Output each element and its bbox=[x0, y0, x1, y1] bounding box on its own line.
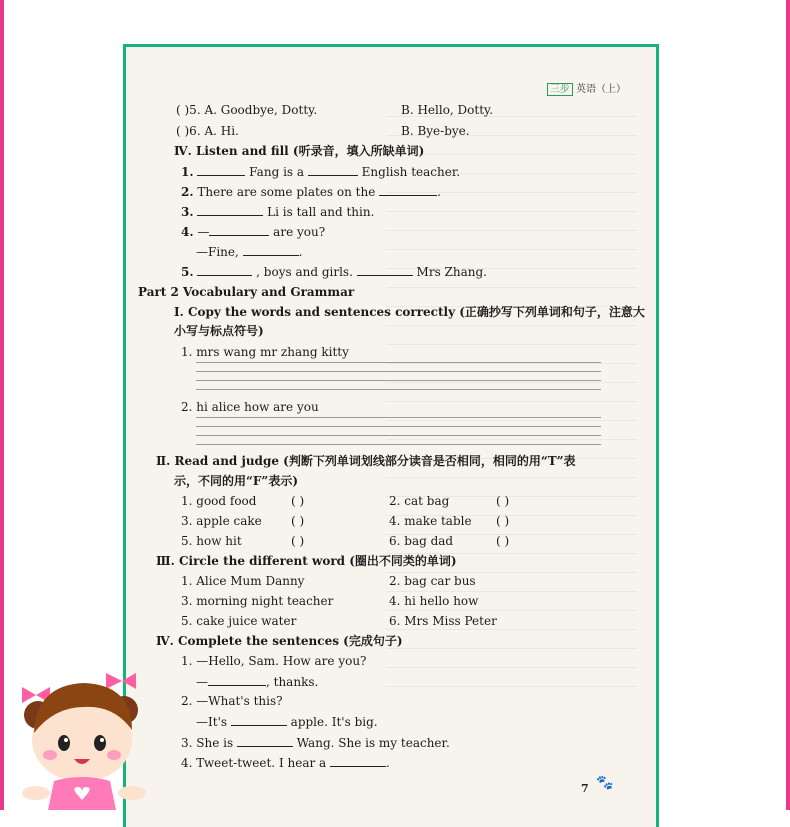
answer-blank[interactable] bbox=[308, 163, 358, 176]
answer-blank[interactable] bbox=[197, 163, 245, 176]
copy-item-1: 1. mrs wang mr zhang kitty bbox=[181, 345, 349, 359]
complete-item-1: 1. —Hello, Sam. How are you? bbox=[181, 654, 367, 668]
judge-row-2: 3. apple cake ( ) 4. make table ( ) bbox=[181, 514, 510, 528]
part2-section-1-title: Ⅰ. Copy the words and sentences correctly (正确抄写下列单词和句子，注意大 bbox=[174, 305, 645, 319]
part2-section-4-title: Ⅳ. Complete the sentences (完成句子) bbox=[156, 634, 403, 648]
header-title: 英语（上） bbox=[576, 84, 626, 95]
paw-print-icon: 🐾 bbox=[596, 775, 614, 791]
answer-blank[interactable] bbox=[357, 263, 413, 276]
answer-paren[interactable]: ( ) bbox=[291, 534, 305, 548]
choice-item-5: ( )5. A. Goodbye, Dotty. B. Hello, Dotty. bbox=[176, 103, 494, 117]
answer-blank[interactable] bbox=[237, 734, 293, 747]
answer-blank[interactable] bbox=[197, 263, 252, 276]
judge-row-3: 5. how hit ( ) 6. bag dad ( ) bbox=[181, 534, 510, 548]
complete-item-2: 2. —What's this? bbox=[181, 694, 283, 708]
part-2-title: Part 2 Vocabulary and Grammar bbox=[138, 285, 355, 299]
complete-item-4: 4. Tweet-tweet. I hear a . bbox=[181, 756, 390, 770]
complete-item-1-reply: — , thanks. bbox=[196, 675, 319, 689]
circle-row-3: 5. cake juice water 6. Mrs Miss Peter bbox=[181, 614, 497, 628]
right-arm bbox=[118, 786, 146, 800]
workbook-page bbox=[123, 44, 659, 827]
copy-item-2: 2. hi alice how are you bbox=[181, 400, 319, 414]
judge-row-1: 1. good food ( ) 2. cat bag ( ) bbox=[181, 494, 510, 508]
handwriting-lines-2[interactable] bbox=[196, 409, 601, 445]
fill-item-5: 5. , boys and girls. Mrs Zhang. bbox=[181, 265, 487, 279]
answer-blank[interactable] bbox=[243, 243, 299, 256]
page-number: 7 bbox=[581, 782, 589, 795]
complete-item-2-reply: —It's apple. It's big. bbox=[196, 715, 378, 729]
answer-paren[interactable]: ( ) bbox=[291, 514, 305, 528]
circle-row-2: 3. morning night teacher 4. hi hello how bbox=[181, 594, 479, 608]
cartoon-girl-illustration bbox=[14, 655, 164, 810]
answer-blank[interactable] bbox=[231, 713, 287, 726]
answer-paren[interactable]: ( ) bbox=[291, 494, 305, 508]
frame-left-border bbox=[0, 0, 4, 810]
right-cheek bbox=[107, 750, 121, 760]
fill-item-4-reply: —Fine, . bbox=[196, 245, 303, 259]
part2-section-2-title: Ⅱ. Read and judge (判断下列单词划线部分读音是否相同，相同的用“T”表 bbox=[156, 454, 576, 468]
fill-item-4: 4. — are you? bbox=[181, 225, 326, 239]
part2-section-2-title-cont: 示，不同的用“F”表示) bbox=[174, 474, 299, 488]
complete-item-3: 3. She is Wang. She is my teacher. bbox=[181, 736, 450, 750]
left-cheek bbox=[43, 750, 57, 760]
choice-item-6: ( )6. A. Hi. B. Bye-bye. bbox=[176, 124, 470, 138]
answer-paren[interactable]: ( ) bbox=[496, 494, 510, 508]
part2-section-3-title: Ⅲ. Circle the different word (圈出不同类的单词) bbox=[156, 554, 457, 568]
answer-blank[interactable] bbox=[209, 223, 269, 236]
answer-blank[interactable] bbox=[208, 673, 266, 686]
right-bow bbox=[106, 673, 136, 689]
fill-item-1: 1. Fang is a English teacher. bbox=[181, 165, 461, 179]
part2-section-1-title-cont: 小写与标点符号) bbox=[174, 324, 264, 338]
right-eye bbox=[94, 735, 106, 751]
fill-item-2: 2. There are some plates on the . bbox=[181, 185, 441, 199]
answer-blank[interactable] bbox=[197, 203, 263, 216]
section-4-title: Ⅳ. Listen and fill (听录音，填入所缺单词) bbox=[174, 144, 425, 158]
circle-row-1: 1. Alice Mum Danny 2. bag car bus bbox=[181, 574, 476, 588]
answer-paren[interactable]: ( ) bbox=[496, 534, 510, 548]
left-eye bbox=[58, 735, 70, 751]
handwriting-lines-1[interactable] bbox=[196, 354, 601, 390]
brand-box: 三步 bbox=[547, 83, 573, 96]
answer-paren[interactable]: ( ) bbox=[496, 514, 510, 528]
fill-item-3: 3. Li is tall and thin. bbox=[181, 205, 375, 219]
frame-right-border bbox=[786, 0, 790, 810]
left-arm bbox=[22, 786, 50, 800]
answer-blank[interactable] bbox=[330, 754, 386, 767]
page-header bbox=[547, 80, 626, 95]
answer-blank[interactable] bbox=[379, 183, 437, 196]
